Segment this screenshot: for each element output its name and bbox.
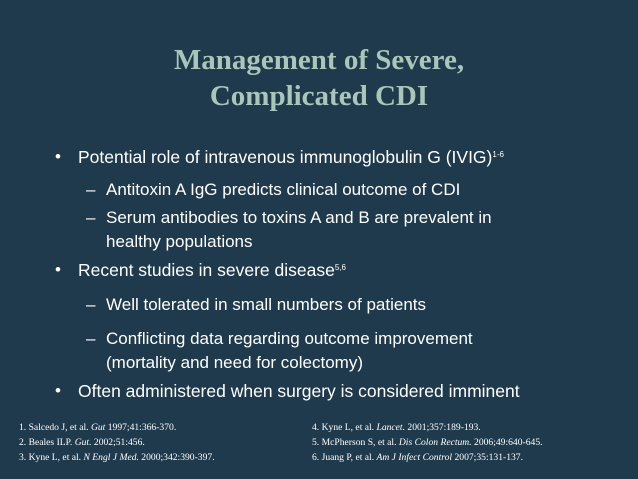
bullet-3: Often administered when surgery is considered imminent (78, 381, 520, 401)
slide-title (0, 42, 638, 114)
reference-3: 3. Kyne L, et al. N Engl J Med. 2000;342:390-397. (19, 451, 215, 463)
title-line-1: Management of Severe, (173, 44, 465, 76)
bullet-marker: • (55, 260, 61, 279)
sub-bullet-2a: Well tolerated in small numbers of patients (106, 295, 427, 314)
reference-6: 6. Juang P, et al. Am J Infect Control 2007;35:131-137. (312, 451, 523, 463)
sub-bullet-1b-line-2: healthy populations (106, 232, 253, 251)
sub-bullet-1a: Antitoxin A IgG predicts clinical outcome of CDI (106, 180, 461, 199)
sub-bullet-2b-line-1: Conflicting data regarding outcome improvement (106, 329, 473, 348)
bullet-1 (78, 146, 504, 168)
reference-5: 5. McPherson S, et al. Dis Colon Rectum. 2006;49:640-645. (312, 436, 543, 448)
sub-bullet-1b-line-1: Serum antibodies to toxins A and B are prevalent in (106, 208, 492, 227)
bullet-1-citation: 1-6 (492, 150, 504, 159)
dash-marker: – (86, 329, 96, 348)
bullet-2-citation: 5,6 (334, 263, 346, 272)
bullet-2-text: Recent studies in severe disease (78, 260, 335, 280)
bullet-2 (78, 259, 346, 281)
reference-1: 1. Salcedo J, et al. Gut 1997;41:366-370. (19, 422, 177, 433)
dash-marker: – (86, 295, 96, 314)
dash-marker: – (86, 180, 96, 199)
bullet-marker: • (55, 381, 61, 400)
bullet-1-text: Potential role of intravenous immunoglobulin G (IVIG) (78, 147, 493, 167)
bullet-marker: • (55, 147, 61, 166)
references-right (312, 421, 543, 465)
title-line-2: Complicated CDI (209, 80, 429, 112)
sub-bullet-2b-line-2: (mortality and need for colectomy) (106, 353, 363, 372)
reference-4: 4. Kyne L, et al. Lancet. 2001;357:189-193. (312, 422, 481, 433)
dash-marker: – (86, 208, 96, 227)
reference-2: 2. Beales ILP. Gut. 2002;51:456. (19, 436, 145, 448)
references-left (19, 421, 215, 465)
